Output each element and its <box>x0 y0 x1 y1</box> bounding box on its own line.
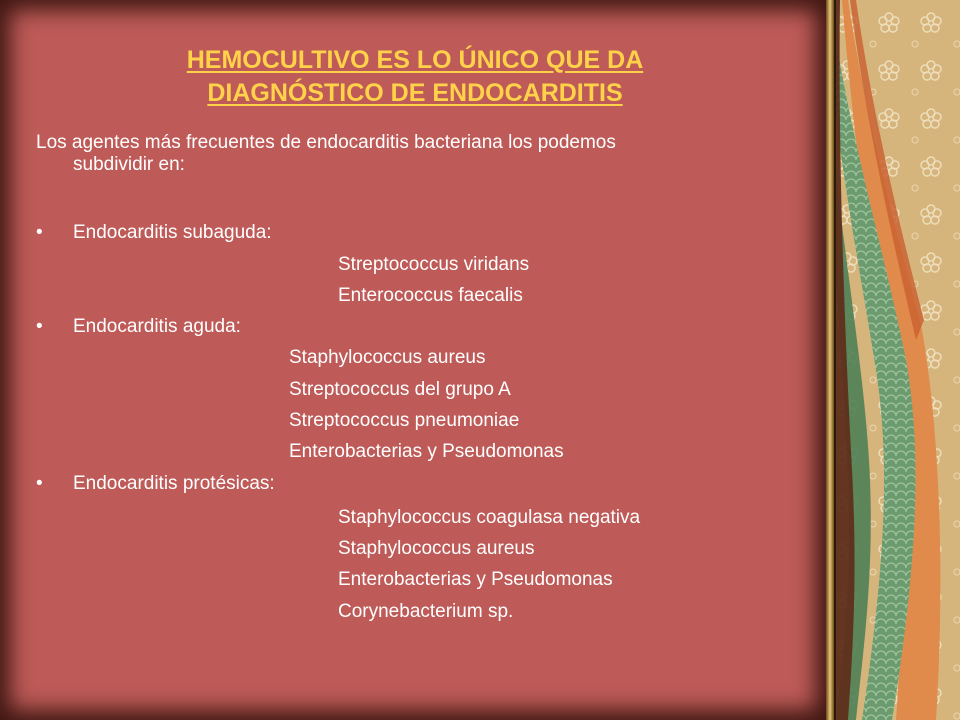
bullet-icon: • <box>36 473 43 494</box>
organism-item: Streptococcus del grupo A <box>289 379 511 400</box>
organism-item: Staphylococcus aureus <box>289 347 486 368</box>
organism-item: Streptococcus pneumoniae <box>289 410 520 431</box>
organism-item: Enterobacterias y Pseudomonas <box>289 441 564 462</box>
slide-title <box>40 44 790 110</box>
organism-item: Staphylococcus aureus <box>338 538 535 559</box>
intro-paragraph <box>36 132 786 176</box>
organism-item: Staphylococcus coagulasa negativa <box>338 507 641 528</box>
title-line-2: DIAGNÓSTICO DE ENDOCARDITIS <box>207 79 623 107</box>
organism-item: Enterobacterias y Pseudomonas <box>338 569 613 590</box>
bullet-icon: • <box>36 222 43 243</box>
floral-pattern-panel <box>826 0 960 720</box>
intro-line-2: subdividir en: <box>73 154 185 175</box>
section-heading-protesicas: Endocarditis protésicas: <box>73 473 275 494</box>
organism-item: Streptococcus viridans <box>338 254 530 275</box>
title-line-1: HEMOCULTIVO ES LO ÚNICO QUE DA <box>186 46 644 74</box>
organism-item: Enterococcus faecalis <box>338 285 523 306</box>
bullet-icon: • <box>36 316 43 337</box>
intro-line-1: Los agentes más frecuentes de endocarditis bacteriana los podemos <box>36 132 616 153</box>
section-heading-subaguda: Endocarditis subaguda: <box>73 222 272 243</box>
organism-item: Corynebacterium sp. <box>338 601 514 622</box>
section-heading-aguda: Endocarditis aguda: <box>73 316 241 337</box>
